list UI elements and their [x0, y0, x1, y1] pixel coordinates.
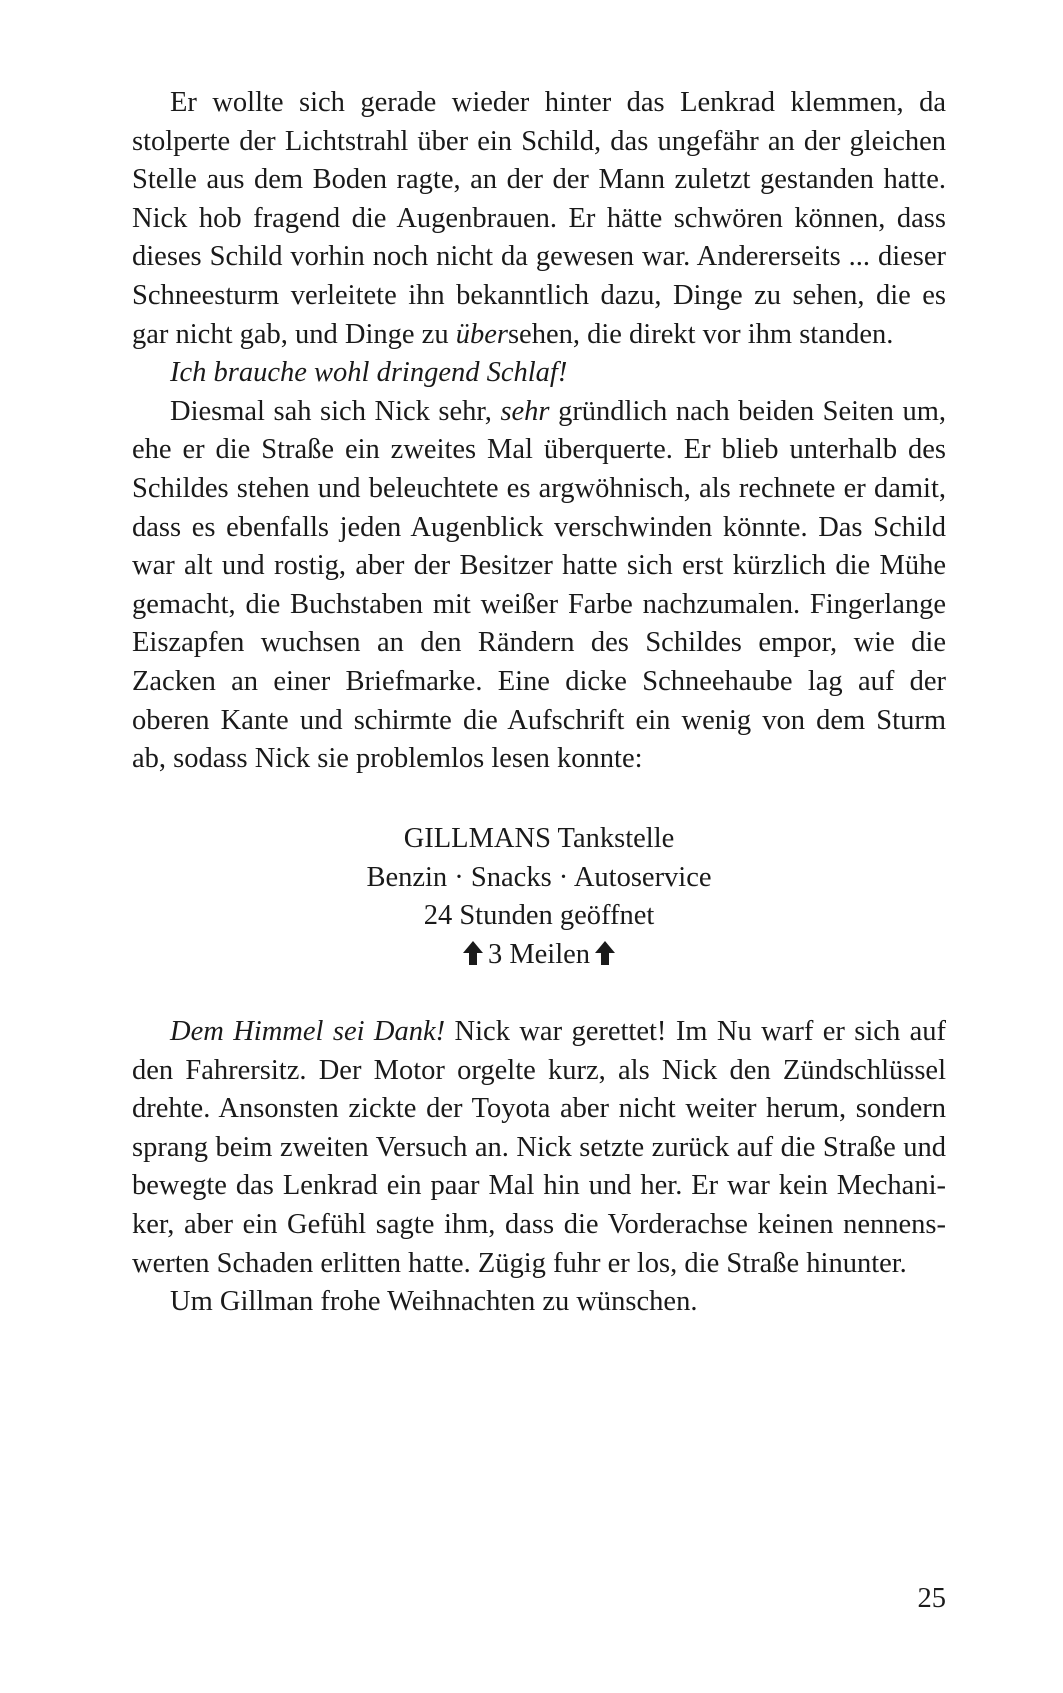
page-number: 25 — [917, 1583, 946, 1614]
sign-hours: 24 Stunden geöffnet — [423, 900, 655, 932]
text-run: Diesmal sah sich Nick sehr, — [170, 395, 501, 427]
sign-title: GILLMANS Tankstelle — [403, 823, 675, 854]
arrow-up-icon — [594, 940, 616, 966]
text-run: gründlich nach beiden Seiten um, ehe er die Straße ein zweites Mal überquerte. Er blieb unterhalb des Schildes stehen und beleuchtete es argwöhnisch, als rechnete er damit, dass es ebenfalls jeden Augenblick verschwinden könnte. Das Schild war alt und rostig, aber der Besitzer hatte sich erst kürzlich die Mühe gemacht, die Buchstaben mit weißer Farbe nachzumalen. Fingerlange Eiszapfen wuchsen an den Rändern des Schildes empor, wie die Zacken an einer Briefmarke. Eine dicke Schneehaube lag auf der oberen Kante und schirmte die Aufschrift ein wenig von dem Sturm ab, sodass Nick sie problemlos lesen konnte: — [132, 395, 946, 775]
text-run-italic: Ich brauche wohl dringend Schlaf! — [170, 357, 568, 389]
paragraph — [132, 84, 946, 354]
text-run: Nick war gerettet! Im Nu warf er sich auf den Fahrersitz. Der Motor orgelte kurz, als Nick den Zündschlüssel drehte. Ansonsten zickte der Toyota aber nicht weiter herum, sondern sprang beim zweiten Versuch an. Nick setzte zurück auf die Straße und bewegte das Lenkrad ein paar Mal hin und her. Er war kein Mechaniker, aber ein Gefühl sagte ihm, dass die Vorderachse keinen nennenswerten Schaden erlitten hatte. Zügig fuhr er los, die Straße hinunter. — [132, 1016, 946, 1279]
sign-distance — [132, 936, 946, 975]
sign-text — [132, 820, 946, 974]
paragraph — [132, 1283, 946, 1322]
text-run: Um Gillman frohe Weihnachten zu wünschen. — [170, 1286, 698, 1318]
body-text-bottom — [132, 1013, 946, 1322]
text-run: Er wollte sich gerade wieder hinter das Lenkrad klemmen, da stolperte der Lichtstrahl über ein Schild, das ungefähr an der gleichen Stelle aus dem Boden ragte, an der der Mann zuletzt gestanden hatte. Nick hob fragend die Augenbrauen. Er hätte schwören können, dass dieses Schild vorhin noch nicht da gewesen war. Andererseits ... dieser Schneesturm verleitete ihn bekanntlich dazu, Dinge zu sehen, die es gar nicht gab, und Dinge zu — [132, 87, 946, 350]
text-run-italic: über — [455, 318, 508, 350]
text-run-italic: sehr — [500, 395, 550, 427]
text-run-italic: Dem Himmel sei Dank! — [170, 1016, 446, 1047]
paragraph — [132, 393, 946, 779]
sign-services: Benzin · Snacks · Autoservice — [366, 861, 712, 893]
text-run: sehen, die direkt vor ihm standen. — [507, 318, 894, 350]
arrow-up-icon — [462, 940, 484, 966]
body-text-top — [132, 84, 946, 779]
paragraph — [132, 1013, 946, 1283]
sign-distance-label: 3 Meilen — [487, 938, 591, 970]
paragraph — [132, 354, 946, 393]
